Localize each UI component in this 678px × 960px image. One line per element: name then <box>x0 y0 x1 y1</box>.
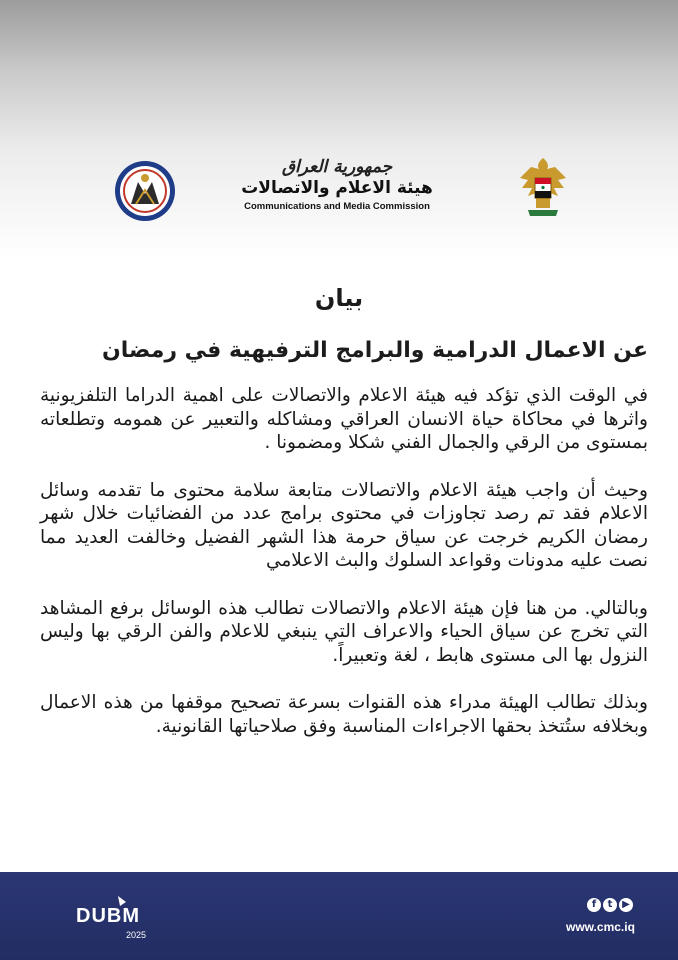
footer-bar <box>0 872 678 960</box>
dubm-2025-logo <box>56 894 160 942</box>
statement-title: بيان <box>314 284 364 312</box>
twitter-icon[interactable]: t <box>603 898 617 912</box>
statement-body <box>40 384 648 762</box>
cmc-seal-icon <box>114 160 176 222</box>
logo-bar <box>0 150 678 230</box>
paragraph: وبالتالي. من هنا فإن هيئة الاعلام والاتصالات تطالب هذه الوسائل برفع المشاهد التي تخرج عن سياق الحياء والاعراف التي ينبغي للاعلام والفن الرقي بها وليس النزول بها الى مستوى هابط ، لغة وتعبيراً. <box>40 597 648 666</box>
commission-name-english: Communications and Media Commission <box>244 201 430 212</box>
youtube-icon[interactable]: ▶ <box>619 898 633 912</box>
iraq-eagle-emblem-icon <box>518 156 568 220</box>
facebook-icon[interactable]: f <box>587 898 601 912</box>
dubm-brand-text: DUBM <box>76 905 140 927</box>
commission-name-arabic: هيئة الاعلام والاتصالات <box>241 178 433 198</box>
republic-of-iraq-calligraphy: جمهورية العراق <box>281 157 393 177</box>
paragraph: في الوقت الذي تؤكد فيه هيئة الاعلام والاتصالات على اهمية الدراما التلفزيونية واثرها في محاكاة حياة الانسان العراقي ومشاكله والتعبير عن همومه وتطلعاته بمستوى من الرقي والجمال الفني شكلا ومضمونا . <box>40 385 648 453</box>
statement-subject: عن الاعمال الدرامية والبرامج الترفيهية في رمضان <box>101 338 648 363</box>
paragraph: وحيث أن واجب هيئة الاعلام والاتصالات متابعة سلامة محتوى ما تقدمه وسائل الاعلام فقد تم رصد تجاوزات في محتوى برامج عدد من الفضائيات خلال شهر رمضان الكريم خرجت عن سياق حرمة هذا الشهر الفضيل وخالفت العديد مما نصت عليه مدونات وقواعد السلوك والبث الاعلامي <box>40 479 648 571</box>
dubm-year-text: 2025 <box>125 930 147 940</box>
website-link[interactable]: www.cmc.iq <box>566 920 635 934</box>
commission-logo <box>232 156 442 226</box>
paragraph: وبذلك تطالب الهيئة مدراء هذه القنوات بسرعة تصحيح موقفها من هذه الاعمال وبخلافه ستُتخذ بحقها الاجراءات المناسبة وفق صلاحياتها القانونية. <box>40 692 648 737</box>
social-icons <box>585 898 633 914</box>
